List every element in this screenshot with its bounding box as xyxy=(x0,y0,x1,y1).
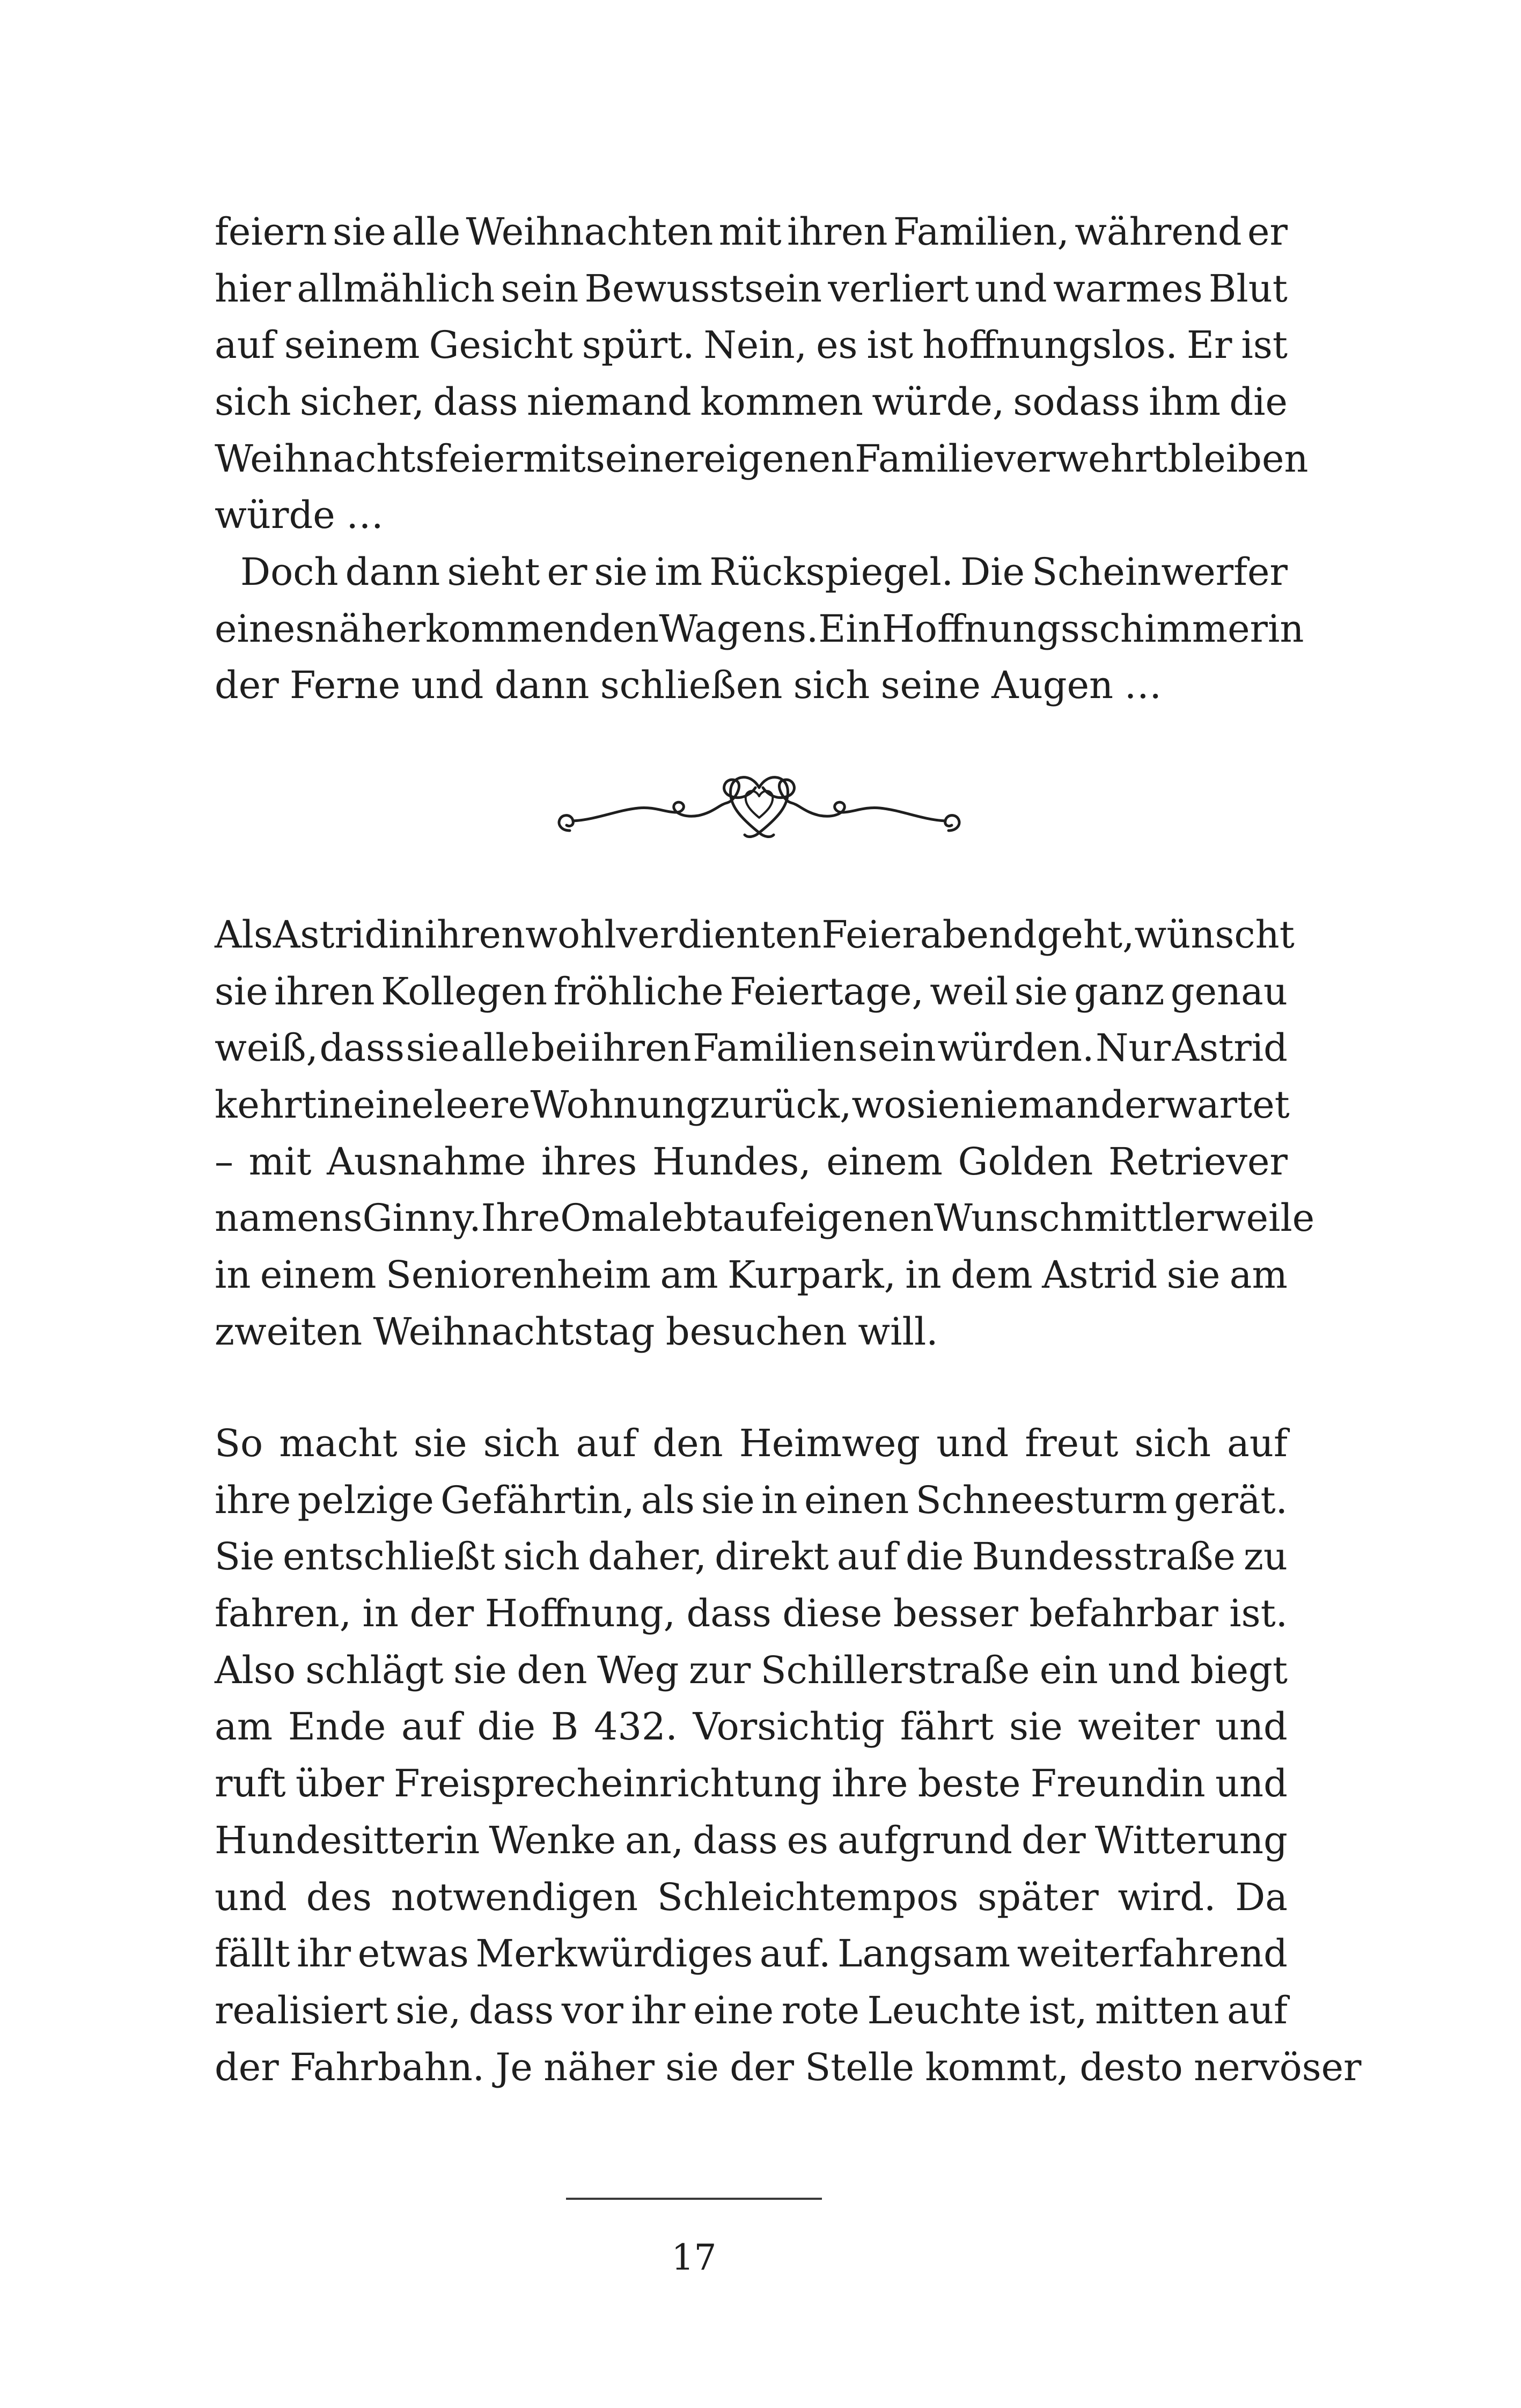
text-line: fällt ihr etwas Merkwürdiges auf. Langsam weiterfahrend xyxy=(215,1932,1288,1976)
text-line: ruft über Freisprecheinrichtung ihre beste Freundin und xyxy=(215,1761,1288,1806)
text-line: Also schlägt sie den Weg zur Schillerstraße ein und biegt xyxy=(215,1648,1288,1692)
text-line: am Ende auf die B 432. Vorsichtig fährt sie weiter und xyxy=(215,1705,1288,1749)
text-line: feiern sie alle Weihnachten mit ihren Familien, während er xyxy=(215,210,1288,254)
text-line: hier allmählich sein Bewusstsein verliert und warmes Blut xyxy=(215,266,1288,311)
text-line: sie ihren Kollegen fröhliche Feiertage, weil sie ganz genau xyxy=(215,969,1288,1014)
text-line: weiß, dass sie alle bei ihren Familien sein würden. Nur Astrid xyxy=(215,1026,1288,1070)
paragraph-3 xyxy=(215,907,1315,1361)
text-line: fahren, in der Hoffnung, dass diese besser befahrbar ist. xyxy=(215,1591,1288,1636)
text-line: sich sicher, dass niemand kommen würde, sodass ihm die xyxy=(215,380,1288,424)
text-line: der Ferne und dann schließen sich seine Augen … xyxy=(215,663,1162,708)
text-line: ihre pelzige Gefährtin, als sie in einen Schneesturm gerät. xyxy=(215,1478,1288,1522)
text-line: realisiert sie, dass vor ihr eine rote Leuchte ist, mitten auf xyxy=(215,1988,1288,2032)
text-line: Hundesitterin Wenke an, dass es aufgrund der Witterung xyxy=(215,1818,1288,1862)
heart-flourish-divider-icon xyxy=(542,762,976,858)
text-line: So macht sie sich auf den Heimweg und freut sich auf xyxy=(215,1421,1288,1465)
text-line: – mit Ausnahme ihres Hundes, einem Golden Retriever xyxy=(215,1139,1288,1184)
paragraph-4 xyxy=(215,1415,1362,2096)
text-line: Weihnachtsfeier mit seiner eigenen Familie verwehrt bleiben xyxy=(215,436,1309,481)
footer-rule xyxy=(566,2198,822,2200)
text-line: eines näherkommenden Wagens. Ein Hoffnungsschimmer in xyxy=(215,606,1304,651)
text-line: Als Astrid in ihren wohlverdienten Feierabend geht, wünscht xyxy=(215,913,1295,957)
text-line: der Fahrbahn. Je näher sie der Stelle kommt, desto nervöser xyxy=(215,2045,1362,2089)
text-line: in einem Seniorenheim am Kurpark, in dem Astrid sie am xyxy=(215,1253,1288,1297)
text-line: Doch dann sieht er sie im Rückspiegel. Die Scheinwerfer xyxy=(240,550,1288,594)
page-number: 17 xyxy=(671,2237,717,2278)
text-line: zweiten Weihnachtstag besuchen will. xyxy=(215,1309,938,1354)
paragraph-2 xyxy=(215,544,1304,714)
text-line: auf seinem Gesicht spürt. Nein, es ist hoffnungslos. Er ist xyxy=(215,323,1288,368)
text-line: Sie entschließt sich daher, direkt auf die Bundesstraße zu xyxy=(215,1535,1288,1579)
text-line: würde … xyxy=(215,493,384,538)
text-line: kehrt in eine leere Wohnung zurück, wo sie niemand erwartet xyxy=(215,1083,1290,1127)
text-line: namens Ginny. Ihre Oma lebt auf eigenen Wunsch mittlerweile xyxy=(215,1196,1315,1240)
paragraph-1 xyxy=(215,204,1309,544)
text-line: und des notwendigen Schleichtempos später wird. Da xyxy=(215,1875,1288,1919)
